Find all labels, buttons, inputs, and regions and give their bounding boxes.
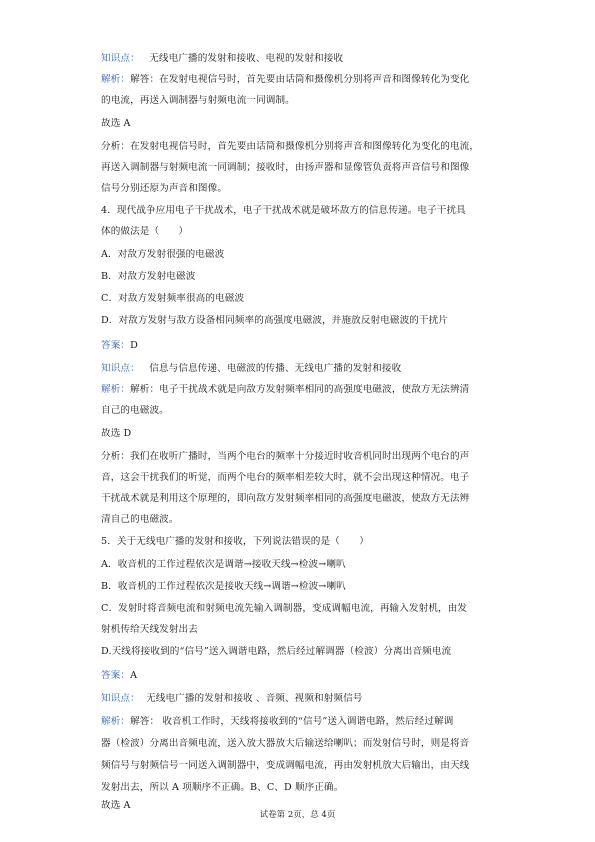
- knowledge-point-label: 知识点：: [101, 53, 140, 64]
- fenxi-text: 清自己的电磁波。: [101, 514, 179, 525]
- knowledge-point-text: 信息与信息传递、电磁波的传播、无线电广播的发射和接收: [149, 363, 402, 374]
- choice-text: 故选 A: [101, 800, 131, 811]
- answer-value: A: [130, 670, 138, 681]
- fenxi-text: 再送入调制器与射频电流一同调制；接收时，由扬声器和显像管负责将声音信号和图像: [101, 162, 470, 173]
- analysis-text: 的电流，再送入调制器与射频电流一同调制。: [101, 95, 295, 106]
- fenxi-text: 信号分别还原为声音和图像。: [101, 183, 228, 194]
- knowledge-point-text: 无线电广播的发射和接收、电视的发射和接收: [149, 53, 344, 64]
- knowledge-point-text: 无线电广播的发射和接收 、音频、视频和射频信号: [146, 693, 363, 704]
- option-c: C．对敌方发射频率很高的电磁波: [101, 293, 245, 304]
- knowledge-point-line: [101, 53, 497, 65]
- option-c: C．发射时将音频电流和射频电流先输入调制器，变成调幅电流，再输入发射机，由发: [101, 603, 468, 614]
- option-d: D．对敌方发射与敌方设备相同频率的高强度电磁波，并施放反射电磁波的干扰片: [101, 315, 449, 326]
- fenxi-text: 音，这会干扰我们的听觉，而两个电台的频率相差较大时，就不会出现这种情况。电子: [101, 472, 470, 483]
- analysis-label: 解析：: [101, 384, 131, 395]
- answer-line: [101, 340, 497, 352]
- analysis-text: 频信号与射频信号一同送入调制器中，变成调幅电流，再由发射机放大后输出，由天线: [101, 760, 470, 771]
- option-c-continued: 射机传给天线发射出去: [101, 624, 198, 635]
- choice-text: 故选 D: [101, 428, 132, 439]
- fenxi-text: 干扰战术就是利用这个原理的，即向敌方发射频率相同的高强度电磁波，使敌方无法辨: [101, 493, 470, 504]
- question-stem: 体的做法是（ ）: [101, 226, 189, 237]
- knowledge-point-label: 知识点：: [101, 363, 140, 374]
- option-d: D.天线将接收到的“信号”送入调谐电路，然后经过解调器（检波）分离出音频电流: [101, 646, 452, 657]
- option-a: A．对敌方发射很强的电磁波: [101, 249, 225, 260]
- analysis-line: [101, 716, 497, 728]
- analysis-label: 解析：: [101, 74, 131, 85]
- analysis-line: [101, 74, 497, 86]
- question-stem: 5．关于无线电广播的发射和接收，下列说法错误的是（ ）: [101, 536, 369, 547]
- analysis-text: 发射出去，所以 A 项顺序不正确。B、C、D 顺序正确。: [101, 782, 344, 793]
- knowledge-point-line: [101, 363, 497, 375]
- analysis-text: 解答： 收音机工作时，天线将接收到的“信号”送入调谐电路，然后经过解调: [130, 716, 454, 727]
- page-footer: 试卷第 2页，总 4页: [259, 810, 336, 820]
- analysis-text: 自己的电磁波。: [101, 405, 169, 416]
- analysis-text: 解析：电子干扰战术就是向敌方发射频率相同的高强度电磁波，使敌方无法辨清: [130, 384, 470, 395]
- answer-line: [101, 670, 497, 682]
- answer-label: 答案：: [101, 670, 131, 681]
- choice-text: 故选 A: [101, 118, 131, 129]
- analysis-text: 器（检波）分离出音频电流，送入放大器放大后输送给喇叭；而发射信号时，则是将音: [101, 738, 470, 749]
- analysis-text: 解答：在发射电视信号时，首先要由话筒和摄像机分别将声音和图像转化为变化: [130, 74, 470, 85]
- fenxi-text: 分析：我们在收听广播时，当两个电台的频率十分接近时收音机同时出现两个电台的声: [101, 451, 470, 462]
- option-b: B．对敌方发射电磁波: [101, 271, 196, 282]
- answer-label: 答案：: [101, 340, 131, 351]
- knowledge-point-line: [101, 693, 497, 705]
- option-a: A．收音机的工作过程依次是调谐→接收天线→检波→喇叭: [101, 559, 346, 570]
- analysis-label: 解析：: [101, 716, 131, 727]
- answer-value: D: [130, 340, 138, 351]
- question-stem: 4．现代战争应用电子干扰战术，电子干扰战术就是破坏敌方的信息传递。电子干扰具: [101, 205, 466, 216]
- option-b: B．收音机的工作过程依次是接收天线→调谐→检波→喇叭: [101, 581, 346, 592]
- knowledge-point-label: 知识点：: [101, 693, 140, 704]
- fenxi-text: 分析：在发射电视信号时，首先要由话筒和摄像机分别将声音和图像转化为变化的电流，: [101, 141, 480, 152]
- analysis-line: [101, 384, 497, 396]
